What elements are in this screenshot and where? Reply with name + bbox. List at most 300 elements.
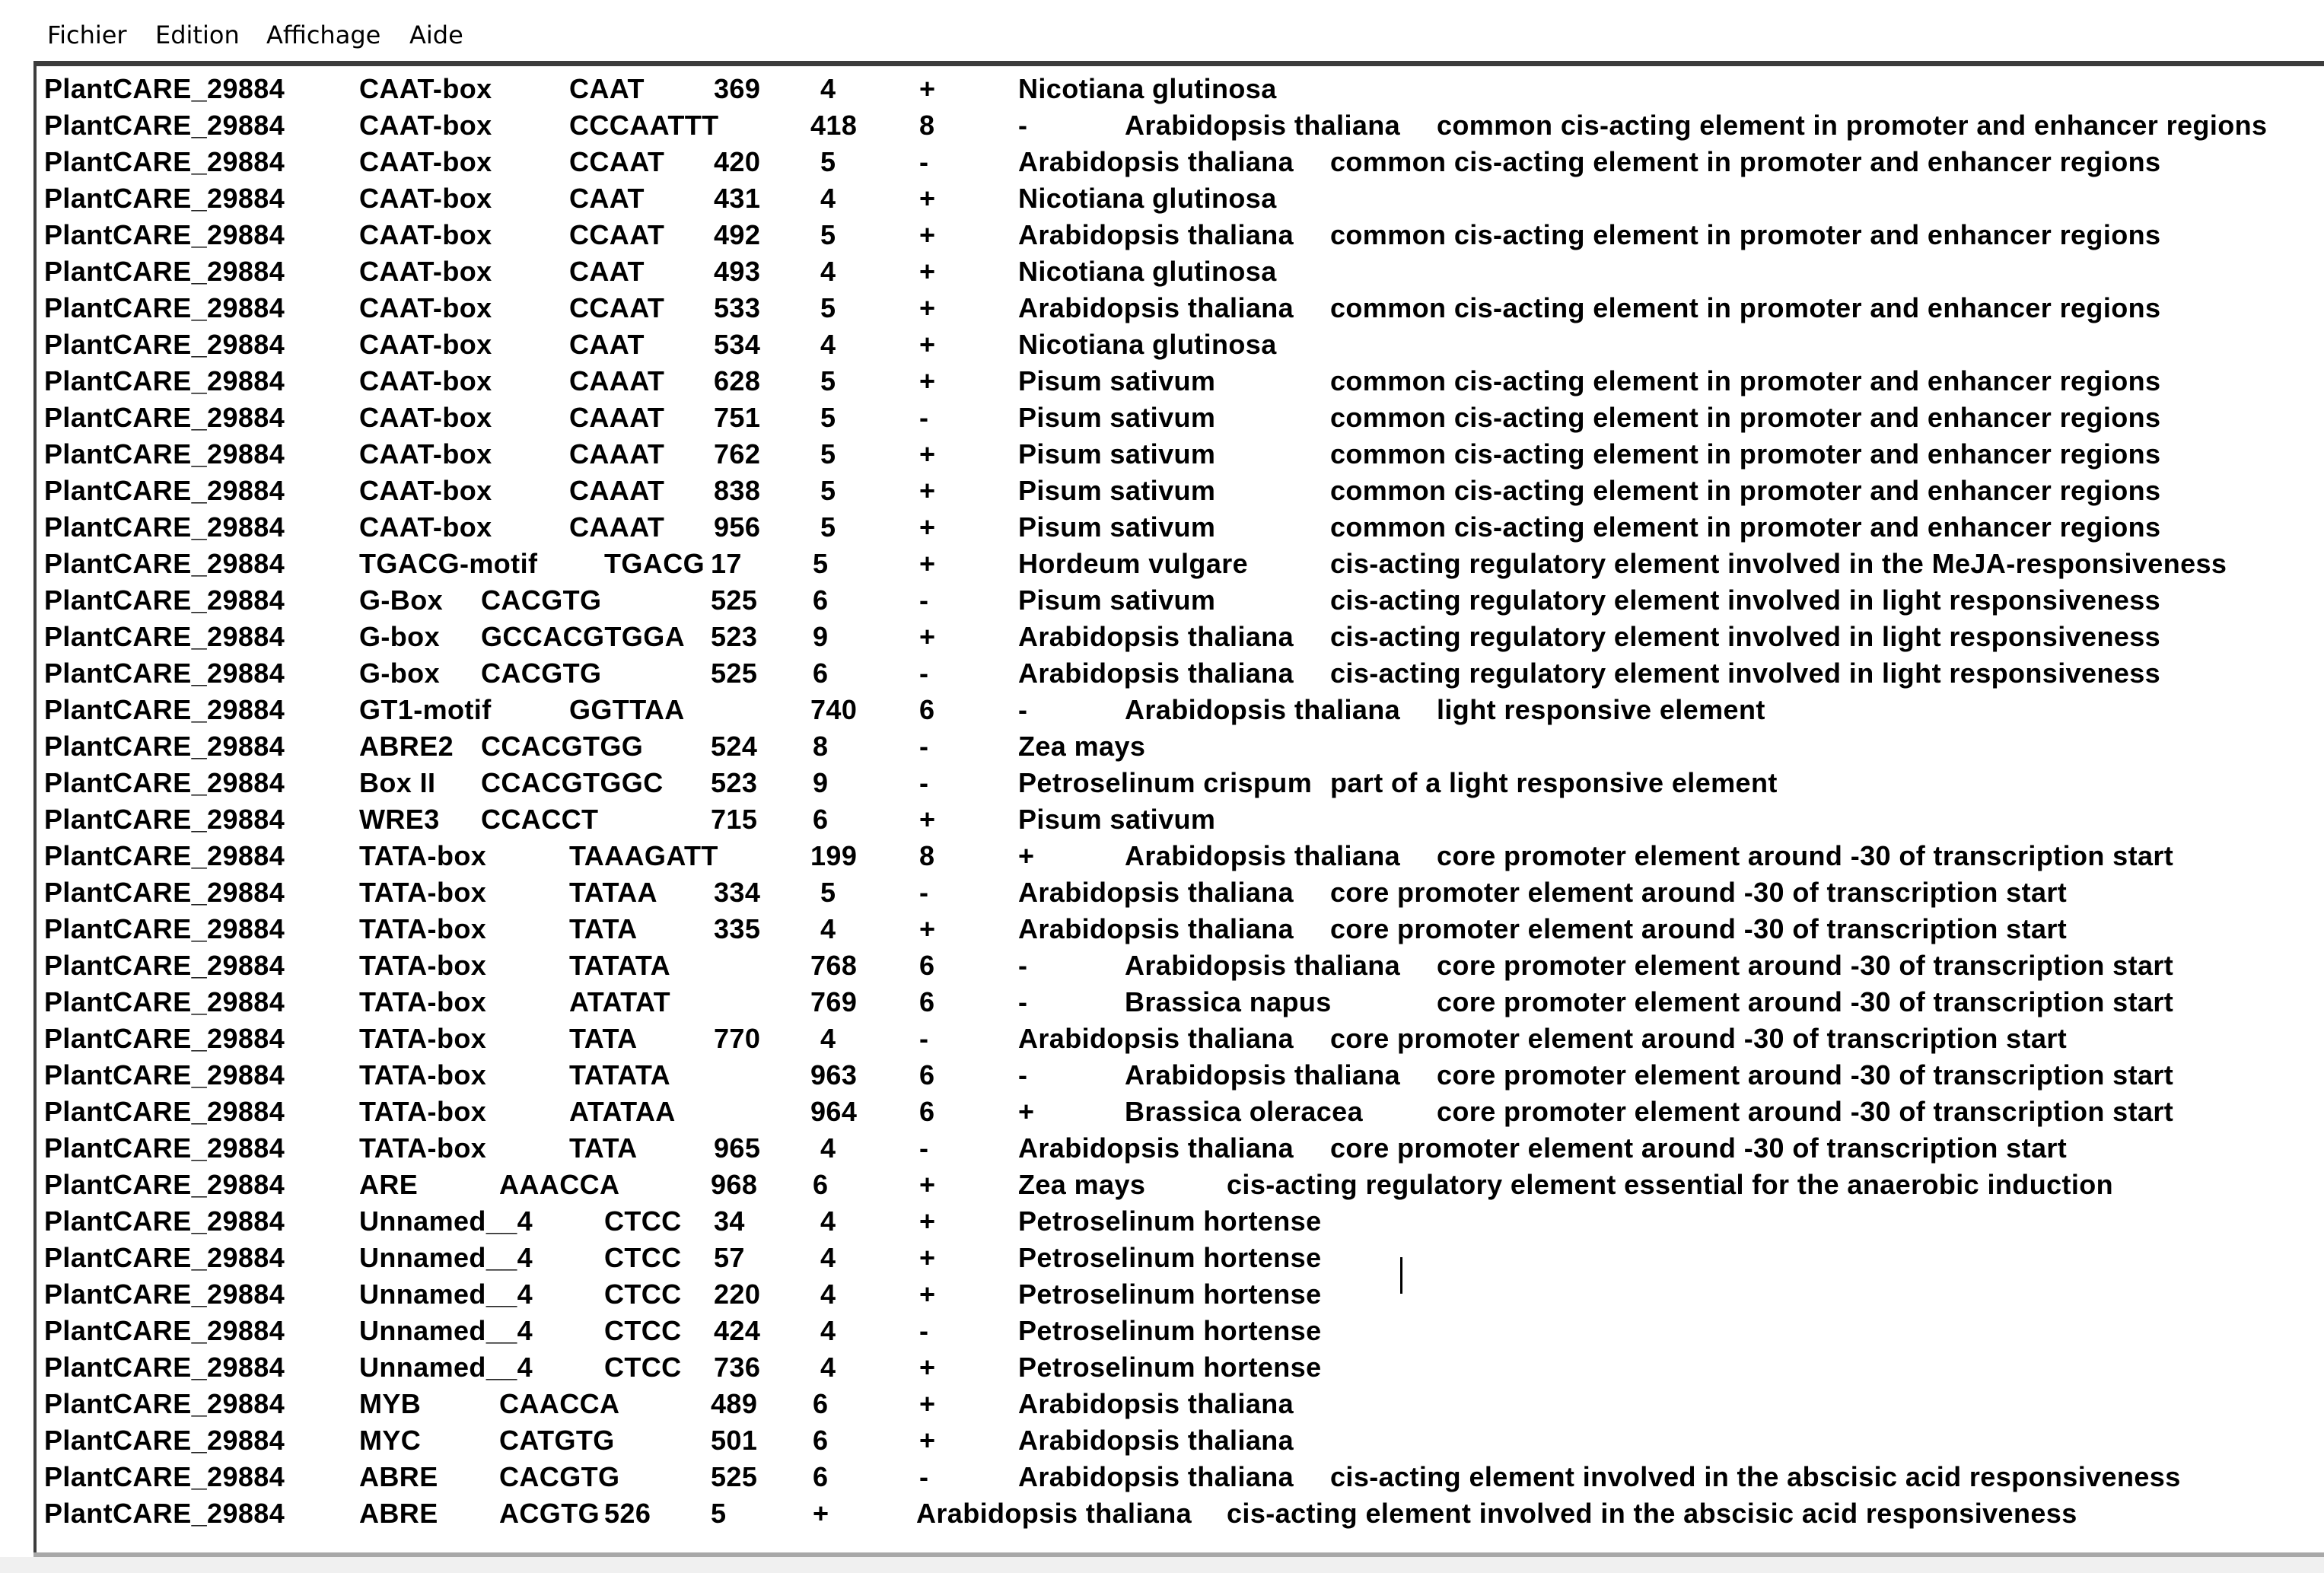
sequence: CCCAATTT — [569, 110, 719, 141]
sequence: ACGTG — [499, 1498, 600, 1529]
site-id: PlantCARE_29884 — [44, 438, 285, 470]
sequence: TATA — [569, 1023, 638, 1054]
position: 369 — [714, 73, 761, 104]
length: 6 — [919, 1059, 935, 1091]
strand: + — [919, 1242, 936, 1273]
site-id: PlantCARE_29884 — [44, 1425, 285, 1456]
site-id: PlantCARE_29884 — [44, 950, 285, 981]
description: part of a light responsive element — [1330, 767, 1778, 798]
sequence: CAAT — [569, 183, 645, 214]
position: 740 — [810, 694, 858, 725]
text-line — [44, 801, 2319, 838]
text-line — [44, 473, 2319, 509]
length: 6 — [919, 1096, 935, 1127]
text-line — [44, 874, 2319, 911]
text-line — [44, 1130, 2319, 1167]
motif-name: CAAT-box — [359, 402, 492, 433]
text-line — [44, 326, 2319, 363]
text-line — [44, 1021, 2319, 1057]
strand: + — [919, 256, 936, 287]
motif-name: CAAT-box — [359, 219, 492, 250]
sequence: TATATA — [569, 950, 671, 981]
position: 715 — [711, 804, 758, 835]
position: 525 — [711, 1461, 758, 1492]
position: 523 — [711, 621, 758, 652]
description: common cis-acting element in promoter and enhancer regions — [1330, 402, 2161, 433]
sequence: CTCC — [604, 1242, 682, 1273]
motif-name: MYC — [359, 1425, 422, 1456]
length: 8 — [919, 840, 935, 871]
motif-name: CAAT-box — [359, 73, 492, 104]
length: 4 — [820, 256, 836, 287]
motif-name: Unnamed__4 — [359, 1352, 533, 1383]
organism: Pisum sativum — [1018, 475, 1216, 506]
sequence: CAAT — [569, 256, 645, 287]
sequence: CAAAT — [569, 438, 665, 470]
organism: Nicotiana glutinosa — [1018, 73, 1277, 104]
sequence: GCCACGTGGA — [481, 621, 685, 652]
position: 963 — [810, 1059, 858, 1091]
text-editor[interactable] — [33, 61, 2324, 1554]
strand: + — [919, 548, 936, 579]
strand: + — [813, 1498, 829, 1529]
organism: Arabidopsis thaliana — [1125, 840, 1401, 871]
position: 762 — [714, 438, 761, 470]
strand: - — [919, 1461, 929, 1492]
site-id: PlantCARE_29884 — [44, 548, 285, 579]
strand: + — [919, 1388, 936, 1419]
position: 736 — [714, 1352, 761, 1383]
strand: - — [1018, 950, 1028, 981]
motif-name: TATA-box — [359, 950, 487, 981]
sequence: CAAAT — [569, 511, 665, 543]
sequence: CCAAT — [569, 292, 665, 323]
text-line — [44, 1276, 2319, 1313]
sequence: CTCC — [604, 1352, 682, 1383]
site-id: PlantCARE_29884 — [44, 402, 285, 433]
organism: Pisum sativum — [1018, 584, 1216, 616]
sequence: CAAT — [569, 73, 645, 104]
strand: - — [1018, 110, 1028, 141]
position: 964 — [810, 1096, 858, 1127]
organism: Hordeum vulgare — [1018, 548, 1249, 579]
position: 525 — [711, 658, 758, 689]
position: 525 — [711, 584, 758, 616]
text-line — [44, 619, 2319, 655]
position: 965 — [714, 1132, 761, 1164]
site-id: PlantCARE_29884 — [44, 183, 285, 214]
text-line — [44, 1057, 2319, 1094]
organism: Petroselinum hortense — [1018, 1278, 1322, 1310]
length: 6 — [813, 584, 829, 616]
description: cis-acting regulatory element involved in light responsiveness — [1330, 584, 2161, 616]
sequence: TATAA — [569, 877, 657, 908]
motif-name: ABRE2 — [359, 731, 454, 762]
length: 5 — [820, 219, 836, 250]
organism: Petroselinum hortense — [1018, 1315, 1322, 1346]
length: 6 — [813, 1388, 829, 1419]
text-line — [44, 728, 2319, 765]
text-caret — [1400, 1257, 1402, 1294]
length: 5 — [820, 146, 836, 177]
sequence: CACGTG — [499, 1461, 620, 1492]
sequence: ATATAT — [569, 986, 671, 1017]
site-id: PlantCARE_29884 — [44, 1059, 285, 1091]
length: 6 — [919, 950, 935, 981]
description: core promoter element around -30 of transcription start — [1437, 840, 2174, 871]
organism: Arabidopsis thaliana — [1018, 1023, 1294, 1054]
text-line — [44, 1349, 2319, 1386]
length: 6 — [813, 1425, 829, 1456]
sequence: CTCC — [604, 1205, 682, 1237]
length: 4 — [820, 1205, 836, 1237]
sequence: CTCC — [604, 1278, 682, 1310]
position: 335 — [714, 913, 761, 944]
position: 17 — [711, 548, 742, 579]
site-id: PlantCARE_29884 — [44, 329, 285, 360]
strand: - — [919, 877, 929, 908]
motif-name: TATA-box — [359, 840, 487, 871]
menu-edition[interactable]: Edition — [155, 21, 240, 49]
strand: + — [919, 1425, 936, 1456]
site-id: PlantCARE_29884 — [44, 1205, 285, 1237]
length: 5 — [711, 1498, 727, 1529]
text-line — [44, 436, 2319, 473]
position: 968 — [711, 1169, 758, 1200]
text-content[interactable] — [44, 71, 2324, 1554]
organism: Arabidopsis thaliana — [1018, 658, 1294, 689]
motif-name: CAAT-box — [359, 475, 492, 506]
site-id: PlantCARE_29884 — [44, 1132, 285, 1164]
site-id: PlantCARE_29884 — [44, 694, 285, 725]
motif-name: CAAT-box — [359, 329, 492, 360]
site-id: PlantCARE_29884 — [44, 511, 285, 543]
position: 524 — [711, 731, 758, 762]
length: 4 — [820, 183, 836, 214]
sequence: CTCC — [604, 1315, 682, 1346]
motif-name: Unnamed__4 — [359, 1278, 533, 1310]
strand: - — [919, 584, 929, 616]
length: 5 — [820, 438, 836, 470]
organism: Arabidopsis thaliana — [1018, 1388, 1294, 1419]
description: cis-acting regulatory element involved in the MeJA-responsiveness — [1330, 548, 2227, 579]
motif-name: CAAT-box — [359, 110, 492, 141]
site-id: PlantCARE_29884 — [44, 1242, 285, 1273]
description: cis-acting regulatory element essential for the anaerobic induction — [1227, 1169, 2114, 1200]
motif-name: TATA-box — [359, 1096, 487, 1127]
position: 769 — [810, 986, 858, 1017]
position: 526 — [604, 1498, 651, 1529]
organism: Petroselinum hortense — [1018, 1242, 1322, 1273]
organism: Arabidopsis thaliana — [1018, 877, 1294, 908]
length: 4 — [820, 913, 836, 944]
strand: + — [919, 438, 936, 470]
site-id: PlantCARE_29884 — [44, 1388, 285, 1419]
strand: + — [919, 804, 936, 835]
sequence: CACGTG — [481, 658, 602, 689]
motif-name: MYB — [359, 1388, 422, 1419]
motif-name: CAAT-box — [359, 256, 492, 287]
text-line — [44, 1459, 2319, 1495]
motif-name: WRE3 — [359, 804, 440, 835]
status-strip — [0, 1557, 2324, 1573]
strand: - — [919, 1315, 929, 1346]
motif-name: Box II — [359, 767, 436, 798]
position: 220 — [714, 1278, 761, 1310]
position: 424 — [714, 1315, 761, 1346]
text-line — [44, 1386, 2319, 1422]
organism: Arabidopsis thaliana — [1018, 1461, 1294, 1492]
site-id: PlantCARE_29884 — [44, 584, 285, 616]
motif-name: Unnamed__4 — [359, 1242, 533, 1273]
site-id: PlantCARE_29884 — [44, 1096, 285, 1127]
organism: Arabidopsis thaliana — [1018, 1425, 1294, 1456]
site-id: PlantCARE_29884 — [44, 658, 285, 689]
length: 4 — [820, 73, 836, 104]
strand: + — [919, 365, 936, 396]
text-line — [44, 400, 2319, 436]
length: 6 — [919, 694, 935, 725]
strand: + — [919, 292, 936, 323]
position: 418 — [810, 110, 858, 141]
sequence: CCAAT — [569, 219, 665, 250]
length: 9 — [813, 767, 829, 798]
motif-name: ABRE — [359, 1461, 438, 1492]
text-line — [44, 655, 2319, 692]
text-line — [44, 1422, 2319, 1459]
length: 6 — [919, 986, 935, 1017]
site-id: PlantCARE_29884 — [44, 767, 285, 798]
strand: + — [919, 329, 936, 360]
position: 501 — [711, 1425, 758, 1456]
sequence: TATA — [569, 913, 638, 944]
description: core promoter element around -30 of transcription start — [1437, 950, 2174, 981]
strand: + — [919, 1278, 936, 1310]
organism: Nicotiana glutinosa — [1018, 183, 1277, 214]
position: 770 — [714, 1023, 761, 1054]
organism: Pisum sativum — [1018, 438, 1216, 470]
description: common cis-acting element in promoter and enhancer regions — [1330, 219, 2161, 250]
length: 5 — [820, 511, 836, 543]
sequence: TATA — [569, 1132, 638, 1164]
description: core promoter element around -30 of transcription start — [1330, 1132, 2068, 1164]
description: cis-acting regulatory element involved in light responsiveness — [1330, 621, 2161, 652]
text-line — [44, 144, 2319, 180]
position: 523 — [711, 767, 758, 798]
motif-name: TATA-box — [359, 1132, 487, 1164]
motif-name: ARE — [359, 1169, 419, 1200]
motif-name: TATA-box — [359, 986, 487, 1017]
description: cis-acting element involved in the abscisic acid responsiveness — [1227, 1498, 2077, 1529]
menu-fichier[interactable]: Fichier — [47, 21, 127, 49]
text-line — [44, 1167, 2319, 1203]
site-id: PlantCARE_29884 — [44, 73, 285, 104]
strand: + — [1018, 840, 1035, 871]
motif-name: Unnamed__4 — [359, 1315, 533, 1346]
sequence: CCAAT — [569, 146, 665, 177]
sequence: CACGTG — [481, 584, 602, 616]
text-line — [44, 582, 2319, 619]
organism: Arabidopsis thaliana — [1018, 146, 1294, 177]
length: 5 — [820, 292, 836, 323]
motif-name: TATA-box — [359, 877, 487, 908]
organism: Brassica oleracea — [1125, 1096, 1364, 1127]
site-id: PlantCARE_29884 — [44, 292, 285, 323]
organism: Brassica napus — [1125, 986, 1332, 1017]
text-line — [44, 71, 2319, 107]
text-line — [44, 947, 2319, 984]
sequence: ATATAA — [569, 1096, 676, 1127]
text-line — [44, 290, 2319, 326]
organism: Arabidopsis thaliana — [1125, 1059, 1401, 1091]
description: core promoter element around -30 of transcription start — [1330, 1023, 2068, 1054]
text-line — [44, 107, 2319, 144]
organism: Arabidopsis thaliana — [1018, 219, 1294, 250]
description: core promoter element around -30 of transcription start — [1437, 986, 2174, 1017]
site-id: PlantCARE_29884 — [44, 986, 285, 1017]
description: common cis-acting element in promoter and enhancer regions — [1330, 365, 2161, 396]
text-line — [44, 1313, 2319, 1349]
motif-name: CAAT-box — [359, 292, 492, 323]
motif-name: CAAT-box — [359, 365, 492, 396]
menu-bar — [0, 0, 2324, 61]
strand: + — [919, 1169, 936, 1200]
text-line — [44, 546, 2319, 582]
menu-affichage[interactable]: Affichage — [266, 21, 381, 49]
length: 5 — [813, 548, 829, 579]
description: common cis-acting element in promoter and enhancer regions — [1437, 110, 2268, 141]
length: 5 — [820, 475, 836, 506]
organism: Arabidopsis thaliana — [1125, 110, 1401, 141]
text-line — [44, 363, 2319, 400]
motif-name: CAAT-box — [359, 511, 492, 543]
length: 4 — [820, 1242, 836, 1273]
text-line — [44, 838, 2319, 874]
motif-name: GT1-motif — [359, 694, 492, 725]
motif-name: TGACG-motif — [359, 548, 538, 579]
organism: Nicotiana glutinosa — [1018, 256, 1277, 287]
text-line — [44, 1495, 2319, 1532]
site-id: PlantCARE_29884 — [44, 1315, 285, 1346]
site-id: PlantCARE_29884 — [44, 840, 285, 871]
position: 489 — [711, 1388, 758, 1419]
strand: - — [919, 1132, 929, 1164]
description: common cis-acting element in promoter and enhancer regions — [1330, 146, 2161, 177]
site-id: PlantCARE_29884 — [44, 475, 285, 506]
position: 34 — [714, 1205, 745, 1237]
description: core promoter element around -30 of transcription start — [1437, 1096, 2174, 1127]
strand: - — [919, 402, 929, 433]
length: 6 — [813, 804, 829, 835]
organism: Petroselinum hortense — [1018, 1205, 1322, 1237]
length: 5 — [820, 877, 836, 908]
site-id: PlantCARE_29884 — [44, 1352, 285, 1383]
motif-name: G-box — [359, 621, 440, 652]
strand: - — [919, 658, 929, 689]
sequence: TATATA — [569, 1059, 671, 1091]
organism: Pisum sativum — [1018, 402, 1216, 433]
sequence: TGACG — [604, 548, 705, 579]
position: 534 — [714, 329, 761, 360]
text-line — [44, 984, 2319, 1021]
length: 4 — [820, 1315, 836, 1346]
length: 6 — [813, 1461, 829, 1492]
organism: Arabidopsis thaliana — [1018, 621, 1294, 652]
site-id: PlantCARE_29884 — [44, 219, 285, 250]
sequence: TAAAGATT — [569, 840, 718, 871]
site-id: PlantCARE_29884 — [44, 1461, 285, 1492]
length: 6 — [813, 1169, 829, 1200]
organism: Arabidopsis thaliana — [1018, 292, 1294, 323]
length: 4 — [820, 1278, 836, 1310]
organism: Arabidopsis thaliana — [1018, 1132, 1294, 1164]
organism: Arabidopsis thaliana — [1125, 950, 1401, 981]
text-line — [44, 253, 2319, 290]
position: 628 — [714, 365, 761, 396]
organism: Zea mays — [1018, 1169, 1146, 1200]
sequence: CCACGTGG — [481, 731, 644, 762]
sequence: CAAAT — [569, 475, 665, 506]
text-line — [44, 217, 2319, 253]
length: 4 — [820, 1023, 836, 1054]
length: 4 — [820, 1352, 836, 1383]
organism: Arabidopsis thaliana — [916, 1498, 1192, 1529]
organism: Arabidopsis thaliana — [1018, 913, 1294, 944]
position: 420 — [714, 146, 761, 177]
sequence: CAAAT — [569, 365, 665, 396]
organism: Arabidopsis thaliana — [1125, 694, 1401, 725]
menu-aide[interactable]: Aide — [409, 21, 463, 49]
length: 4 — [820, 1132, 836, 1164]
motif-name: ABRE — [359, 1498, 438, 1529]
position: 57 — [714, 1242, 745, 1273]
strand: - — [919, 767, 929, 798]
strand: + — [919, 621, 936, 652]
site-id: PlantCARE_29884 — [44, 1023, 285, 1054]
description: common cis-acting element in promoter and enhancer regions — [1330, 438, 2161, 470]
description: core promoter element around -30 of transcription start — [1330, 913, 2068, 944]
strand: + — [919, 73, 936, 104]
description: cis-acting regulatory element involved in light responsiveness — [1330, 658, 2161, 689]
position: 493 — [714, 256, 761, 287]
sequence: CATGTG — [499, 1425, 615, 1456]
strand: + — [919, 183, 936, 214]
strand: + — [919, 1205, 936, 1237]
description: common cis-acting element in promoter and enhancer regions — [1330, 292, 2161, 323]
site-id: PlantCARE_29884 — [44, 1498, 285, 1529]
motif-name: Unnamed__4 — [359, 1205, 533, 1237]
organism: Petroselinum crispum — [1018, 767, 1313, 798]
description: light responsive element — [1437, 694, 1765, 725]
length: 9 — [813, 621, 829, 652]
strand: - — [919, 1023, 929, 1054]
text-line — [44, 1094, 2319, 1130]
description: core promoter element around -30 of transcription start — [1437, 1059, 2174, 1091]
organism: Zea mays — [1018, 731, 1146, 762]
site-id: PlantCARE_29884 — [44, 877, 285, 908]
position: 768 — [810, 950, 858, 981]
text-line — [44, 911, 2319, 947]
motif-name: G-Box — [359, 584, 443, 616]
sequence: CCACGTGGC — [481, 767, 664, 798]
site-id: PlantCARE_29884 — [44, 1169, 285, 1200]
site-id: PlantCARE_29884 — [44, 110, 285, 141]
organism: Nicotiana glutinosa — [1018, 329, 1277, 360]
strand: + — [919, 511, 936, 543]
sequence: AAACCA — [499, 1169, 620, 1200]
site-id: PlantCARE_29884 — [44, 256, 285, 287]
motif-name: CAAT-box — [359, 146, 492, 177]
